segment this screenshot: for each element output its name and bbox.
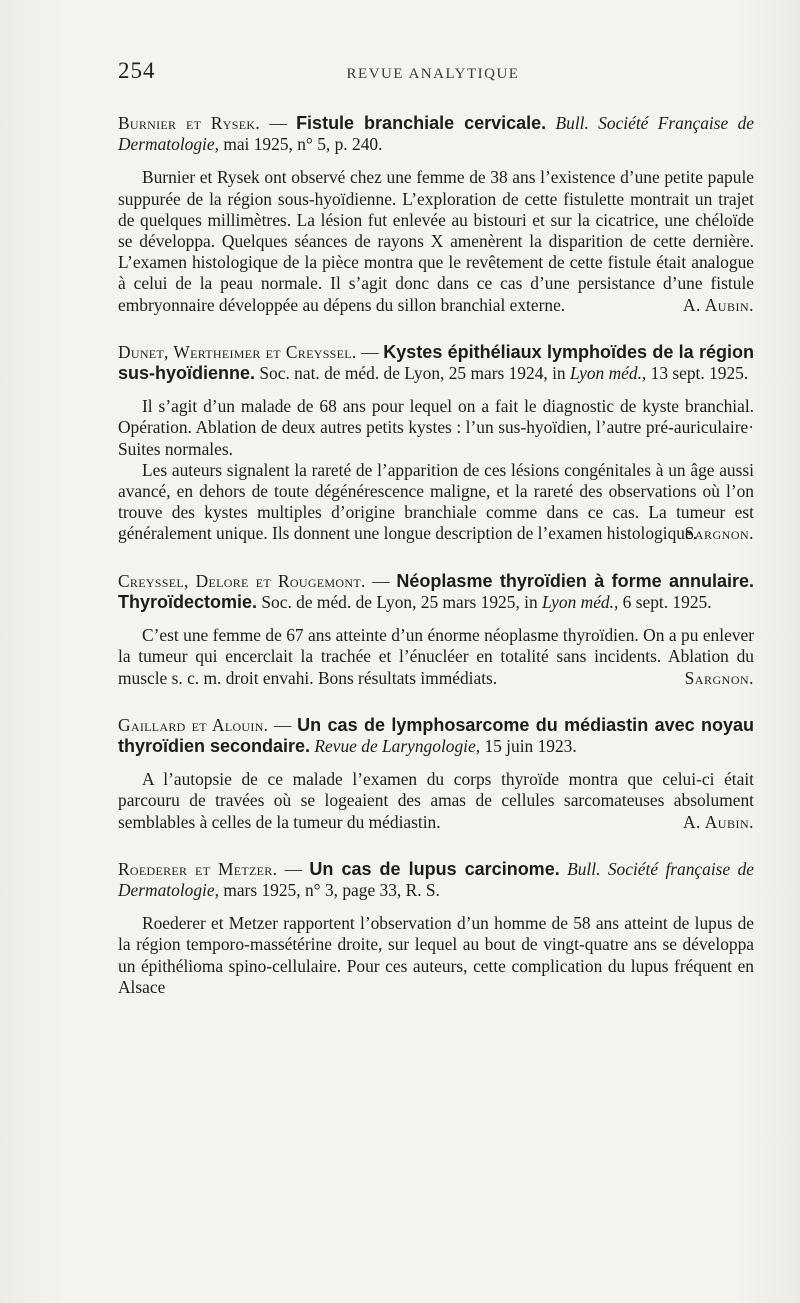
citation-journal: Lyon méd., [569, 363, 647, 384]
citation-title: Kystes épithéliaux lymphoïdes de la région sus-hyoïdienne. [118, 341, 754, 384]
citation-details: mai 1925, n° 5, p. 240. [223, 134, 383, 155]
abstract-summary [118, 625, 754, 689]
citation-details: 6 sept. 1925. [622, 591, 712, 612]
citation-society: Soc. nat. de méd. de Lyon, 25 mars 1924, in [259, 363, 566, 384]
summary-paragraph: Roederer et Metzer rapportent l’observation d’un homme de 58 ans atteint de lupus de la région temporo-massétérine droite, sur lequel au bout de vingt-quatre ans se développa un épithélioma spino-cellulaire. Pour ces auteurs, cette complication du lupus fréquent en Alsace [118, 913, 754, 997]
page-number: 254 [118, 58, 156, 83]
citation-details: 15 juin 1923. [484, 735, 577, 756]
running-title: REVUE ANALYTIQUE [346, 66, 520, 82]
citation: Burnier et Rysek. — Fistule branchiale cervicale. Bull. Société Française de Dermatologie, mai 1925, n° 5, p. 240. [118, 113, 754, 155]
summary-paragraph: Burnier et Rysek ont observé chez une femme de 38 ans l’existence d’une petite papule suppurée de la région sous-hyoïdienne. L’exploration de cette fistulette montrait un trajet de quelques millimètres. La lésion fut enlevée au bistouri et sur la cicatrice, une chéloïde se développa. Quelques séances de rayons X amenèrent la disparition de cette dernière. L’examen histologique de la pièce montra que le revêtement de cette fistule était analogue à celui de la peau normale. Il s’agit donc dans ce cas d’une persistance d’une fistule embryonnaire développée au dépens du sillon branchial externe. [118, 167, 754, 315]
reviewer-signature: A. Aubin. [682, 811, 754, 832]
citation-journal: Revue de Laryngologie, [314, 735, 481, 756]
citation-authors: Gaillard et Alouin. [118, 714, 269, 735]
citation-details: mars 1925, n° 3, page 33, R. S. [223, 879, 440, 900]
citation-authors: Creyssel, Delore et Rougemont. [118, 570, 366, 591]
citation-title: Un cas de lupus carcinome. [309, 858, 560, 879]
abstract-entry [118, 859, 754, 998]
abstract-entry [118, 715, 754, 833]
citation: Creyssel, Delore et Rougemont. — Néoplasme thyroïdien à forme annulaire. Thyroïdectomie. Soc. de méd. de Lyon, 25 mars 1925, in Lyon méd., 6 sept. 1925. [118, 570, 754, 612]
reviewer-signature: Sargnon. [684, 523, 754, 544]
citation-title: Un cas de lymphosarcome du médiastin avec noyau thyroïdien secondaire. [118, 714, 754, 756]
citation-authors: Roederer et Metzer. [118, 858, 278, 879]
citation-society: Soc. de méd. de Lyon, 25 mars 1925, in [261, 591, 538, 612]
abstract-entry [118, 113, 754, 316]
citation: Dunet, Wertheimer et Creyssel. — Kystes épithéliaux lymphoïdes de la région sus-hyoïdienne. Soc. nat. de méd. de Lyon, 25 mars 1924, in Lyon méd., 13 sept. 1925. [118, 341, 754, 384]
citation-journal: Bull. Société Française de Dermatologie, [118, 113, 754, 155]
reviewer-signature: A. Aubin. [682, 294, 754, 315]
page-header [118, 58, 748, 88]
citation-journal: Bull. Société française de Dermatologie, [118, 858, 754, 900]
abstract-summary [118, 167, 754, 315]
summary-paragraph: C’est une femme de 67 ans atteinte d’un énorme néoplasme thyroïdien. On a pu enlever la tumeur qui encerclait la trachée et l’énucléer en totalité sans incidents. Ablation du muscle s. c. m. droit envahi. Bons résultats immédiats. [118, 625, 754, 688]
citation-authors: Burnier et Rysek. [118, 113, 260, 133]
summary-paragraph: A l’autopsie de ce malade l’examen du corps thyroïde montra que celui-ci était parcouru de travées où se logeaient des amas de cellules sarcomateuses absolument semblables à celles de la tumeur du médiastin. [118, 769, 754, 832]
abstract-summary [118, 769, 754, 833]
citation-details: 13 sept. 1925. [650, 363, 749, 384]
citation-journal: Lyon méd., [542, 591, 619, 612]
citation: Roederer et Metzer. — Un cas de lupus carcinome. Bull. Société française de Dermatologie, mars 1925, n° 3, page 33, R. S. [118, 858, 754, 900]
abstract-summary [118, 913, 754, 998]
reviewer-signature: Sargnon. [684, 667, 754, 688]
article-list [118, 113, 754, 1024]
abstract-summary [118, 396, 754, 544]
citation-title: Fistule branchiale cervicale. [296, 113, 547, 133]
citation: Gaillard et Alouin. — Un cas de lymphosarcome du médiastin avec noyau thyroïdien secondaire. Revue de Laryngologie, 15 juin 1923. [118, 714, 754, 756]
summary-paragraph: Les auteurs signalent la rareté de l’apparition de ces lésions congénitales à un âge aussi avancé, en dehors de toute dégénérescence maligne, et la rareté des observations où l’on trouve des kystes multiples d’origine branchiale comme dans ce cas. La tumeur est généralement unique. Ils donnent une longue description de l’examen histologique. [118, 459, 754, 544]
abstract-entry [118, 342, 754, 545]
citation-title: Néoplasme thyroïdien à forme annulaire. Thyroïdectomie. [118, 570, 754, 612]
summary-paragraph: Il s’agit d’un malade de 68 ans pour lequel on a fait le diagnostic de kyste branchial. Opération. Ablation de deux autres petits kystes : l’un sus-hyoïdien, l’autre pré-auriculaire· Suites normales. [118, 396, 754, 459]
abstract-entry [118, 571, 754, 689]
citation-authors: Dunet, Wertheimer et Creyssel. [118, 341, 357, 362]
